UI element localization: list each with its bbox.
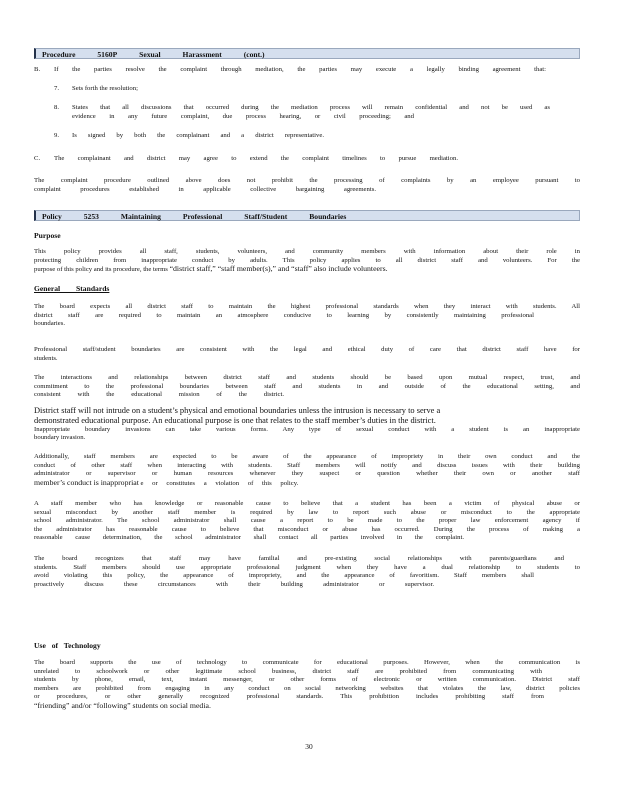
general-p4-line: Inappropriate boundary invasions can take various forms. Any type of sexual conduct with a student is an inappropriate — [34, 425, 580, 433]
purpose-quoted-terms: “district staff,” “staff member(s),” and “staff” also include volunteers. — [169, 263, 388, 273]
item-c-text: The complainant and district may agree to extend the complaint timelines to pursue mediation. — [54, 155, 458, 162]
general-p5-line: conduct of other staff when interacting with students. Staff members will notify and discuss issues with their building — [34, 461, 580, 469]
general-p5-last-large: member’s conduct is inappropriat — [34, 477, 139, 487]
general-p5-line: administrator or supervisor or human resources whenever they suspect or question whether their own or another staff — [34, 470, 580, 477]
complaint-paragraph-line: The complaint procedure outlined above does not prohibit the processing of complaints by an employee pursuant to — [34, 177, 580, 184]
technology-line: The board supports the use of technology to communicate for educational purposes. However, when the communication is — [34, 659, 580, 666]
item-b-text: If the parties resolve the complaint through mediation, the parties may execute a legally binding agreement that: — [54, 66, 546, 73]
general-p5-line — [34, 479, 298, 488]
item-7-text: Sets forth the resolution; — [72, 85, 138, 92]
general-p6-line: school administrator. The school administrator shall cause a report to be made to the proper law enforcement agency if — [34, 517, 580, 524]
purpose-heading: Purpose — [34, 231, 61, 240]
technology-line: students by phone, email, text, instant messenger, or other forms of electronic or written communication. District staff — [34, 676, 580, 683]
general-p6-line: A staff member who has knowledge or reasonable cause to believe that a student has been a victim of physical abuse or — [34, 500, 580, 507]
technology-line: or procedures, or other generally recognized professional standards. This prohibition includes prohibiting staff from — [34, 693, 544, 700]
general-p5-line: Additionally, staff members are expected to be aware of the appearance of impropriety in their own conduct and the — [34, 453, 580, 460]
item-9-number: 9. — [54, 132, 60, 139]
page-number: 30 — [305, 742, 313, 751]
item-7-number: 7. — [54, 85, 60, 92]
policy-title-word: Maintaining — [120, 212, 161, 221]
complaint-paragraph-line: complaint procedures established in applicable collective bargaining agreements. — [34, 185, 376, 193]
policy-number: 5253 — [83, 212, 99, 221]
general-p2-line: Professional staff/student boundaries are consistent with the legal and ethical duty of care that district staff have for — [34, 346, 580, 353]
policy-label: Policy — [42, 212, 62, 221]
item-8-line: evidence in any future complaint, due process hearing, or civil proceeding; and — [72, 112, 414, 120]
general-p4-line: boundary invasion. — [34, 434, 86, 441]
general-p6-line: the administrator has reasonable cause to believe that misconduct or abuse has occurred. During the process of making a — [34, 525, 580, 533]
item-8-number: 8. — [54, 104, 60, 111]
procedure-label: Procedure — [42, 50, 76, 59]
technology-last-line: “friending” and/or “following” students on social media. — [34, 700, 211, 710]
procedure-cont: (cont.) — [243, 50, 265, 59]
general-p7-line: proactively discuss these circumstances with their building administrator or supervisor. — [34, 580, 434, 588]
boundaries-statement-line: District staff will not intrude on a student’s physical and emotional boundaries unless the intrusion is necessary to serve a — [34, 406, 441, 415]
item-c-letter: C. — [34, 155, 41, 162]
item-9-text: Is signed by both the complainant and a district representative. — [72, 132, 324, 139]
procedure-title-word: Sexual — [139, 50, 161, 59]
purpose-line — [34, 265, 388, 274]
purpose-line-start: purpose of this policy and its procedure, the terms — [34, 265, 168, 273]
general-p1-line: The board expects all district staff to maintain the highest professional standards when they interact with students. All — [34, 303, 580, 310]
general-p5-last-rest: e or constitutes a violation of this policy. — [140, 479, 299, 487]
technology-line: members are prohibited from engaging in any conduct on social networking websites that violates the law, district policies — [34, 684, 580, 692]
procedure-header-bar — [34, 48, 580, 59]
general-p7-line: The board recognizes that staff may have familial and pre-existing social relationships with parents/guardians and — [34, 555, 564, 562]
general-p1-line: district staff are required to maintain an atmosphere conducive to learning by consistently maintaining professional — [34, 311, 534, 319]
policy-title-word: Staff/Student — [244, 212, 288, 221]
procedure-title-word: Harassment — [182, 50, 222, 59]
technology-heading: Use of Technology — [34, 641, 101, 650]
general-p3-line: consistent with the educational mission of the district. — [34, 391, 284, 398]
general-p2-line: students. — [34, 354, 58, 362]
item-b-letter: B. — [34, 66, 41, 73]
general-p3-line: commitment to the professional boundaries between staff and students in and outside of the educational setting, and — [34, 382, 580, 390]
policy-title-word: Professional — [182, 212, 223, 221]
policy-header-bar — [34, 210, 580, 221]
general-standards-heading: General Standards — [34, 284, 110, 293]
purpose-line: This policy provides all staff, students, volunteers, and community members with information about their role in — [34, 248, 580, 255]
boundaries-statement-line: demonstrated educational purpose. An educational purpose is one that relates to the staff member’s duties in the district. — [34, 415, 436, 425]
general-p6-line: reasonable cause determination, the school administrator shall contact all parties involved in the complaint. — [34, 534, 464, 541]
policy-title-word: Boundaries — [309, 212, 347, 221]
item-8-line: States that all discussions that occurred during the mediation process will remain confidential and not be used as — [72, 104, 550, 111]
general-p7-line: avoid violating this policy, the appearance of impropriety, and the appearance of favoritism. Staff members shall — [34, 572, 534, 579]
general-p1-line: boundaries. — [34, 320, 66, 327]
purpose-line: protecting children from inappropriate conduct by adults. This policy applies to all district staff and volunteers. For the — [34, 256, 580, 264]
procedure-number: 5160P — [97, 50, 118, 59]
general-p6-line: sexual misconduct by another staff member is required by law to report such abuse or misconduct to the appropriate — [34, 508, 580, 516]
technology-line: unrelated to schoolwork or other legitimate school business, district staff are prohibited from communicating with — [34, 667, 542, 675]
general-p3-line: The interactions and relationships between district staff and students should be based upon mutual respect, trust, and — [34, 374, 580, 381]
general-p7-line: students. Staff members should use appropriate professional judgment when they have a dual relationship to students to — [34, 563, 580, 571]
